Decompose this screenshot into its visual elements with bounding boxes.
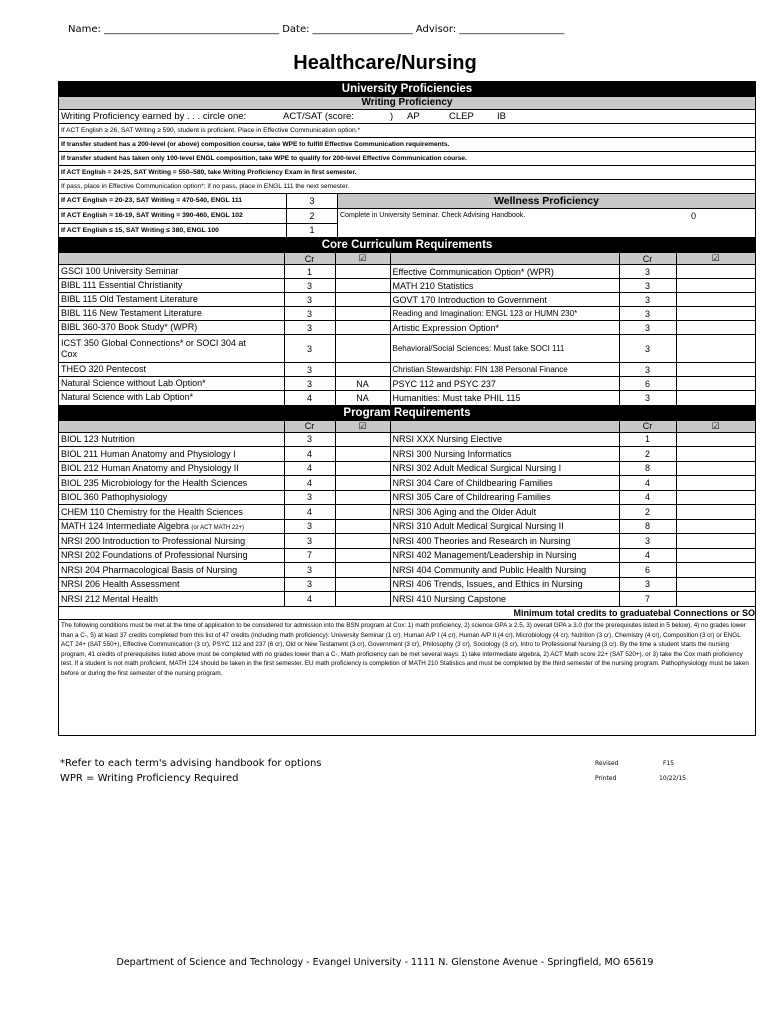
program-row: [59, 592, 755, 607]
cr-header: Cr: [284, 253, 335, 265]
course-credits: 6: [619, 377, 676, 391]
course-credits: 2: [619, 505, 676, 520]
course-credits: 3: [284, 363, 335, 377]
course-name-text: GSCI 100 University Seminar: [61, 266, 179, 276]
cr-header: Cr: [619, 253, 676, 265]
course-name-text: BIBL 115 Old Testament Literature: [61, 294, 198, 304]
option-ib[interactable]: IB: [497, 111, 506, 122]
minimum-credits-row: [59, 606, 755, 619]
course-credits: 8: [619, 461, 676, 476]
program-row: [59, 490, 755, 505]
course-credits: 7: [284, 548, 335, 563]
footnotes: [60, 756, 322, 786]
course-credits: 3: [284, 563, 335, 578]
core-row: [59, 321, 755, 335]
writing-proficiency-row: [59, 109, 755, 123]
check-header: ☑: [335, 253, 390, 265]
page-title: Healthcare/Nursing: [293, 52, 477, 74]
core-row: [59, 307, 755, 321]
minimum-credits-overflow: bal Connections or SO: [657, 608, 755, 618]
course-name-text: BIOL 235 Microbiology for the Health Sciences: [61, 477, 248, 488]
course-name: PSYC 112 and PSYC 237: [390, 377, 619, 391]
course-credits: 3: [619, 534, 676, 549]
course-name-text: MATH 124 Intermediate Algebra: [61, 521, 189, 532]
course-name-text: Cox: [61, 348, 78, 359]
program-row: [59, 534, 755, 549]
course-credits: 3: [619, 335, 676, 363]
wellness-panel: [337, 194, 755, 237]
program-requirements-bar: Program Requirements: [59, 405, 755, 420]
course-name: [59, 335, 284, 363]
course-credits: 3: [619, 391, 676, 405]
admission-conditions: The following conditions must be met at the time of application to be considered for admission into the BSN program at Cox: 1) math proficiency, 2) science GPA ≥ 2.5, 3) overall GPA ≥ 3.0 (for the prerequisites listed in 5 below), 4) no grades lower than a C-, 5) at least 37 credits completed from this list of 47 credits (including math proficiency): University Seminar (1 cr), Human A/P I (4 cr), Human A/P II (4 cr), Microbiology (4 cr), Nutrition (3 cr), Chemistry (4 cr), Composition (3 cr) or ENGL ACT 24+ (SAT 550+), Effective Communication (3 cr), PSYC 112 and 237 (6 cr), Old or New Testament (3 cr), Government (3 cr), Philosophy (3 cr), Sociology (3 cr), Intro to Professional Nursing (3 cr). By the time a student starts the nursing program, 41 credits of prerequisites listed above must be completed with no grades lower than a C-. Math proficiency can be met several ways: 1) take intermediate algebra, 2) ACT Math score 22+ (SAT 520+), or 3) take the Cox math proficiency test. If a student is not math proficient, MATH 124 should be taken in the first semester. EU math proficiency is completion of MATH 210 Statistics and must be completed by the third semester of the nursing program. Pathophysiology must be taken before or during the first semester of the nursing program.: [59, 619, 755, 736]
act-row-label: If ACT English ≤ 15, SAT Writing ≤ 380, ENGL 100: [59, 224, 287, 237]
course-name: [59, 432, 284, 447]
minimum-credits-label: Minimum total credits to graduate: [513, 608, 658, 618]
core-row: [59, 265, 755, 279]
course-name: [59, 577, 284, 592]
core-curriculum-bar: Core Curriculum Requirements: [59, 237, 755, 252]
program-row: [59, 461, 755, 476]
course-check-cell[interactable]: [676, 293, 755, 307]
program-row: [59, 577, 755, 592]
course-name: Christian Stewardship: FIN 138 Personal Finance: [390, 363, 619, 377]
course-check-cell[interactable]: [676, 377, 755, 391]
course-check-cell[interactable]: [335, 519, 390, 534]
footnote-options: *Refer to each term's advising handbook for options: [60, 758, 322, 769]
course-check-cell[interactable]: [676, 577, 755, 592]
footnote-wpr: WPR = Writing Proficiency Required: [60, 773, 239, 784]
course-name: NRSI 300 Nursing Informatics: [390, 447, 619, 462]
writing-note: If transfer student has a 200-level (or above) composition course, take WPE to fulfill Effective Communication requirements.: [61, 141, 450, 148]
course-name-text: BIOL 211 Human Anatomy and Physiology I: [61, 448, 236, 459]
course-credits: 4: [284, 592, 335, 607]
writing-note: If ACT English = 24-25, SAT Writing = 550–580, take Writing Proficiency Exam in first semester.: [61, 169, 357, 176]
writing-proficiency-subbar: Writing Proficiency: [59, 96, 755, 109]
option-clep[interactable]: CLEP: [449, 111, 474, 122]
course-name: Artistic Expression Option*: [390, 321, 619, 335]
course-check-cell[interactable]: [335, 548, 390, 563]
course-credits: 3: [619, 577, 676, 592]
course-name-text: BIBL 360-370 Book Study* (WPR): [61, 322, 198, 332]
program-table: [59, 420, 755, 607]
act-row-credits: 2: [309, 211, 315, 221]
course-name: Humanities: Must take PHIL 115: [390, 391, 619, 405]
revised-label: Revised: [595, 760, 619, 767]
course-name: [59, 563, 284, 578]
course-credits: 3: [284, 293, 335, 307]
course-credits: 3: [284, 335, 335, 363]
course-name: [59, 377, 284, 391]
course-name: [59, 265, 284, 279]
course-check-cell[interactable]: [335, 476, 390, 491]
course-credits: 4: [284, 447, 335, 462]
course-name: NRSI 310 Adult Medical Surgical Nursing II: [390, 519, 619, 534]
course-name-text: NRSI 204 Pharmacological Basis of Nursing: [61, 564, 238, 575]
course-name-text: BIBL 111 Essential Christianity: [61, 280, 183, 290]
cr-header: Cr: [619, 420, 676, 432]
program-row: [59, 476, 755, 491]
course-check-cell[interactable]: [676, 563, 755, 578]
course-name: MATH 210 Statistics: [390, 279, 619, 293]
core-row: [59, 335, 755, 363]
course-name: [59, 321, 284, 335]
course-check-cell[interactable]: [676, 432, 755, 447]
core-row: [59, 293, 755, 307]
course-name-text: NRSI 206 Health Assessment: [61, 579, 180, 590]
course-check-cell[interactable]: [335, 279, 390, 293]
course-name: Reading and Imagination: ENGL 123 or HUMN 230*: [390, 307, 619, 321]
program-row: [59, 563, 755, 578]
course-name: [59, 548, 284, 563]
core-table: [59, 252, 755, 405]
option-act-sat[interactable]: ACT/SAT (score:: [283, 111, 354, 122]
course-check-cell[interactable]: [676, 592, 755, 607]
course-credits: 3: [284, 432, 335, 447]
option-act-sat-close: ): [390, 111, 394, 122]
program-row: [59, 505, 755, 520]
header-fields: Name: ___________________________________ Date: ____________________ Advisor: _____________________: [68, 24, 565, 35]
printed-label: Printed: [595, 775, 617, 782]
course-check-cell[interactable]: [676, 335, 755, 363]
course-check-cell[interactable]: [676, 279, 755, 293]
course-name-text: ICST 350 Global Connections* or SOCI 304 at: [61, 337, 246, 348]
writing-note: If transfer student has taken only 100-level ENGL composition, take WPE to qualify for 200-level Effective Communication course.: [61, 155, 467, 162]
course-name: NRSI 400 Theories and Research in Nursing: [390, 534, 619, 549]
core-row: [59, 279, 755, 293]
course-check-cell[interactable]: [676, 490, 755, 505]
course-credits: 4: [619, 548, 676, 563]
department-address: Department of Science and Technology - Evangel University - 1111 N. Glenstone Avenue - Springfield, MO 65619: [116, 957, 654, 968]
course-name: [59, 490, 284, 505]
course-credits: 4: [284, 505, 335, 520]
option-ap[interactable]: AP: [407, 111, 420, 122]
course-check-cell[interactable]: NA: [335, 391, 390, 405]
course-name-text: BIBL 116 New Testament Literature: [61, 308, 202, 318]
course-name: Effective Communication Option* (WPR): [390, 265, 619, 279]
course-check-cell[interactable]: [335, 307, 390, 321]
revised-value: F15: [663, 760, 675, 767]
course-credits: 3: [619, 279, 676, 293]
course-name: NRSI 410 Nursing Capstone: [390, 592, 619, 607]
course-name: [59, 279, 284, 293]
course-credits: 4: [284, 391, 335, 405]
course-name-text: BIOL 360 Pathophysiology: [61, 492, 168, 503]
core-row: [59, 377, 755, 391]
course-credits: 2: [619, 447, 676, 462]
course-check-cell[interactable]: [676, 476, 755, 491]
course-credits: 3: [619, 321, 676, 335]
course-credits: 7: [619, 592, 676, 607]
course-credits: 3: [284, 279, 335, 293]
course-check-cell[interactable]: [335, 432, 390, 447]
course-credits: 3: [619, 307, 676, 321]
course-credits: 4: [619, 490, 676, 505]
course-credits: 1: [284, 265, 335, 279]
course-check-cell[interactable]: [676, 534, 755, 549]
program-row: [59, 447, 755, 462]
course-check-cell[interactable]: [335, 321, 390, 335]
program-row: [59, 432, 755, 447]
writing-prompt: Writing Proficiency earned by . . . circle one:: [61, 111, 247, 122]
wellness-value: 0: [690, 211, 696, 221]
act-row-label: If ACT English = 16-19, SAT Writing = 390-460, ENGL 102: [59, 209, 287, 223]
course-credits: 3: [284, 321, 335, 335]
course-note: (or ACT MATH 22+): [191, 525, 245, 532]
course-check-cell[interactable]: [676, 391, 755, 405]
course-name-text: THEO 320 Pentecost: [61, 364, 147, 374]
course-name: [59, 461, 284, 476]
course-name: NRSI 404 Community and Public Health Nursing: [390, 563, 619, 578]
worksheet: [58, 81, 756, 736]
course-name: NRSI 304 Care of Childbearing Families: [390, 476, 619, 491]
course-check-cell[interactable]: [676, 461, 755, 476]
course-name: Behavioral/Social Sciences: Must take SOCI 111: [390, 335, 619, 363]
check-header: ☑: [676, 420, 755, 432]
course-credits: 3: [284, 307, 335, 321]
course-check-cell[interactable]: NA: [335, 377, 390, 391]
check-header: ☑: [676, 253, 755, 265]
course-credits: 1: [619, 432, 676, 447]
cr-header: Cr: [284, 420, 335, 432]
course-check-cell[interactable]: [335, 577, 390, 592]
program-row: [59, 519, 755, 534]
course-check-cell[interactable]: [676, 321, 755, 335]
course-check-cell[interactable]: [676, 519, 755, 534]
course-check-cell[interactable]: [676, 548, 755, 563]
course-check-cell[interactable]: [335, 505, 390, 520]
course-credits: 8: [619, 519, 676, 534]
course-credits: 4: [284, 476, 335, 491]
act-row-label: If ACT English = 20-23, SAT Writing = 470-540, ENGL 111: [59, 194, 287, 208]
course-name: [59, 391, 284, 405]
course-name-text: NRSI 202 Foundations of Professional Nursing: [61, 550, 248, 561]
course-credits: 3: [619, 293, 676, 307]
course-check-cell[interactable]: [335, 293, 390, 307]
writing-note: If ACT English ≥ 26, SAT Writing ≥ 590, student is proficient. Place in Effective Communication option.*: [61, 127, 361, 134]
course-name: NRSI 305 Care of Childrearing Families: [390, 490, 619, 505]
course-check-cell[interactable]: [676, 505, 755, 520]
course-name-text: Natural Science without Lab Option*: [61, 378, 206, 388]
check-header: ☑: [335, 420, 390, 432]
course-name-text: CHEM 110 Chemistry for the Health Sciences: [61, 506, 243, 517]
course-name: [59, 534, 284, 549]
course-name: [59, 307, 284, 321]
course-name: [59, 447, 284, 462]
course-check-cell[interactable]: [335, 447, 390, 462]
course-check-cell[interactable]: [676, 307, 755, 321]
course-name-text: BIOL 212 Human Anatomy and Physiology II: [61, 463, 239, 474]
course-credits: 4: [284, 461, 335, 476]
course-credits: 3: [284, 519, 335, 534]
writing-note: If pass, place in Effective Communication option*; if no pass, place in ENGL 111 the next semester.: [61, 183, 350, 190]
act-row-credits: 1: [309, 225, 315, 235]
course-name: NRSI 302 Adult Medical Surgical Nursing I: [390, 461, 619, 476]
course-name-text: BIOL 123 Nutrition: [61, 434, 135, 445]
course-name-text: Natural Science with Lab Option*: [61, 392, 194, 403]
act-row-credits: 3: [309, 196, 315, 206]
act-wellness-block: [59, 193, 755, 237]
course-credits: 3: [619, 363, 676, 377]
wellness-title: Wellness Proficiency: [338, 194, 755, 208]
course-name: [59, 476, 284, 491]
course-check-cell[interactable]: [676, 265, 755, 279]
core-row: [59, 391, 755, 405]
course-credits: 3: [619, 265, 676, 279]
course-name: [59, 363, 284, 377]
printed-value: 10/22/15: [659, 775, 686, 782]
course-name: GOVT 170 Introduction to Government: [390, 293, 619, 307]
course-check-cell[interactable]: [335, 563, 390, 578]
course-name: NRSI 406 Trends, Issues, and Ethics in Nursing: [390, 577, 619, 592]
course-check-cell[interactable]: [335, 592, 390, 607]
course-name: [59, 519, 284, 534]
course-check-cell[interactable]: [335, 461, 390, 476]
course-name: [59, 592, 284, 607]
course-credits: 3: [284, 377, 335, 391]
course-credits: 3: [284, 534, 335, 549]
core-row: [59, 363, 755, 377]
course-credits: 3: [284, 577, 335, 592]
course-check-cell[interactable]: [676, 363, 755, 377]
wellness-text: Complete in University Seminar. Check Advising Handbook.: [340, 212, 526, 219]
course-name: NRSI 306 Aging and the Older Adult: [390, 505, 619, 520]
university-proficiencies-bar: University Proficiencies: [59, 82, 755, 96]
program-row: [59, 548, 755, 563]
revision-info: [595, 756, 686, 786]
course-name-text: NRSI 200 Introduction to Professional Nursing: [61, 535, 246, 546]
course-credits: 3: [284, 490, 335, 505]
course-name: NRSI 402 Management/Leadership in Nursing: [390, 548, 619, 563]
course-name: [59, 505, 284, 520]
course-check-cell[interactable]: [335, 490, 390, 505]
course-check-cell[interactable]: [676, 447, 755, 462]
course-check-cell[interactable]: [335, 534, 390, 549]
course-check-cell[interactable]: [335, 335, 390, 363]
course-name: NRSI XXX Nursing Elective: [390, 432, 619, 447]
course-name: [59, 293, 284, 307]
course-name-text: NRSI 212 Mental Health: [61, 594, 159, 604]
course-check-cell[interactable]: [335, 363, 390, 377]
course-credits: 6: [619, 563, 676, 578]
course-credits: 4: [619, 476, 676, 491]
course-check-cell[interactable]: [335, 265, 390, 279]
